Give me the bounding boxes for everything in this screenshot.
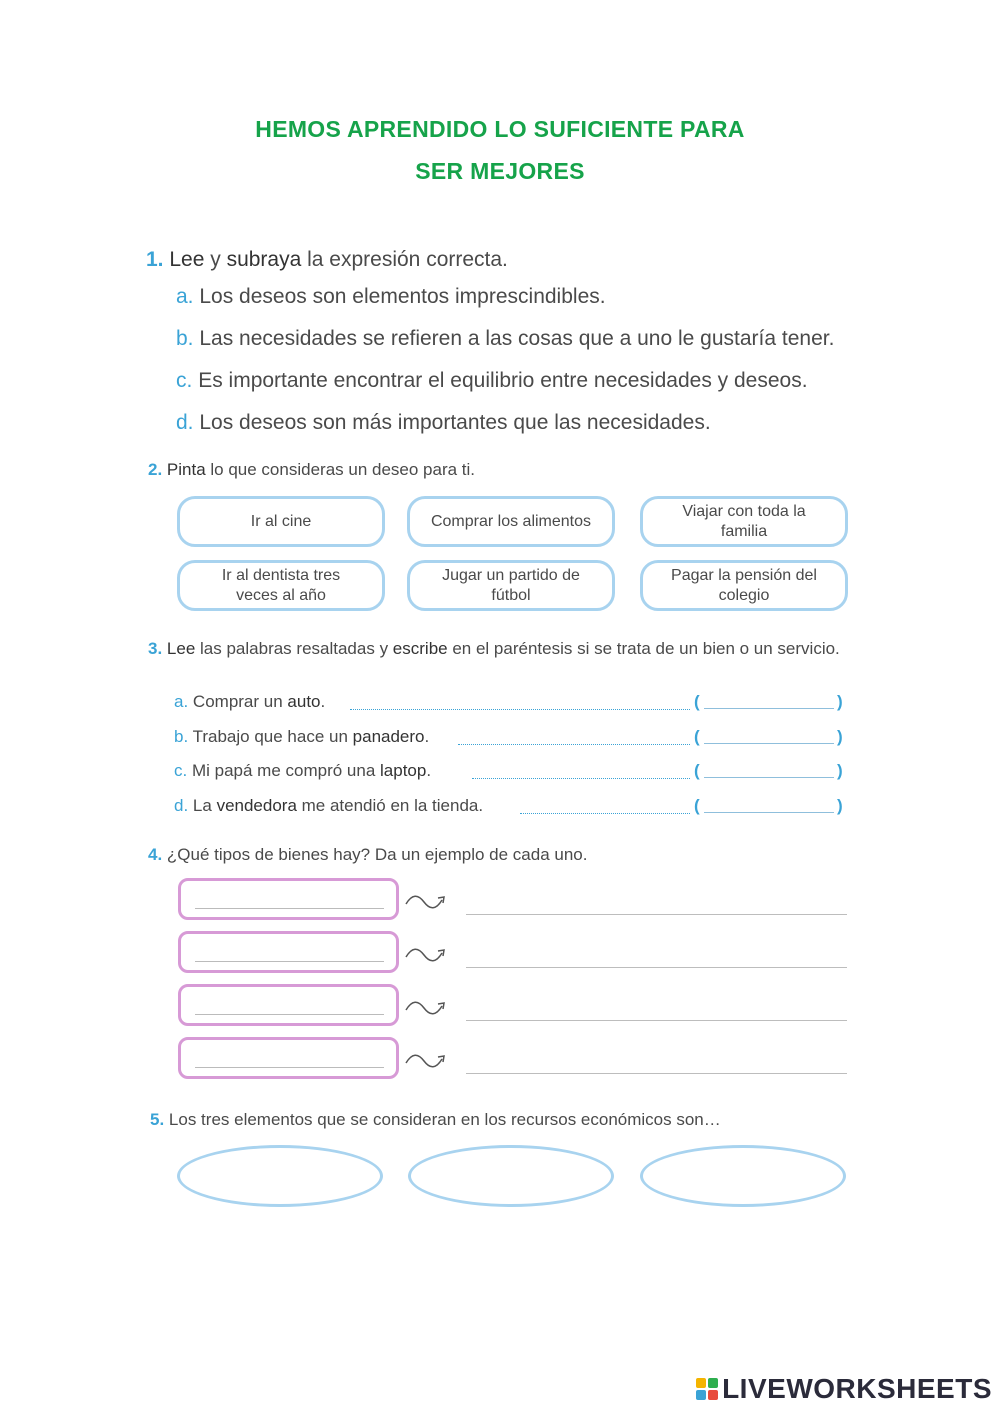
q3-item-text: La: [192, 796, 217, 815]
q2-option-futbol[interactable]: Jugar un partido de fútbol: [407, 560, 615, 611]
q3-dotted-leader: [350, 709, 690, 710]
q4-text: ¿Qué tipos de bienes hay? Da un ejemplo de cada uno.: [166, 845, 588, 864]
q2-option-cine[interactable]: Ir al cine: [177, 496, 385, 547]
liveworksheets-logo: [696, 1373, 992, 1405]
q1-item-letter: b.: [176, 327, 194, 350]
q3-instruction: [148, 637, 852, 660]
q3-verb-escribe: escribe: [392, 639, 448, 658]
q4-type-input-2[interactable]: [178, 931, 399, 973]
q3-item-letter: c.: [174, 761, 188, 780]
squiggle-arrow-icon: [404, 996, 452, 1020]
squiggle-arrow-icon: [404, 943, 452, 967]
q3-paren-open: (: [694, 761, 700, 780]
q1-item-c[interactable]: [176, 369, 808, 393]
page-title-line1: HEMOS APRENDIDO LO SUFICIENTE PARA: [255, 116, 745, 142]
q3-item-text: Comprar un: [192, 692, 288, 711]
q1-item-d[interactable]: [176, 411, 711, 435]
q1-item-a[interactable]: [176, 285, 606, 309]
q3-answer-a-input[interactable]: [704, 708, 834, 709]
q3-item-b: [174, 727, 429, 751]
q1-verb-subraya: subraya: [226, 248, 302, 271]
q3-item-letter: a.: [174, 692, 189, 711]
q3-item-keyword: panadero: [352, 727, 425, 746]
q3-item-keyword: vendedora: [216, 796, 297, 815]
squiggle-arrow-icon: [404, 890, 452, 914]
q3-answer-c-input[interactable]: [704, 777, 834, 778]
q2-number: 2.: [148, 460, 163, 479]
q4-type-input-1[interactable]: [178, 878, 399, 920]
q4-type-input-3[interactable]: [178, 984, 399, 1026]
q4-type-input-4[interactable]: [178, 1037, 399, 1079]
q3-paren-open: (: [694, 796, 700, 815]
q3-item-keyword: auto: [287, 692, 321, 711]
q3-dotted-leader: [472, 778, 690, 779]
q2-text: lo que consideras un deseo para ti.: [205, 460, 476, 479]
q4-number: 4.: [148, 845, 163, 864]
q3-paren-open: (: [694, 692, 700, 711]
q3-dotted-leader: [520, 813, 690, 814]
q1-item-letter: c.: [176, 369, 193, 392]
q3-item-text: Trabajo que hace un: [192, 727, 353, 746]
q3-item-d: [174, 796, 483, 820]
q2-option-dentista[interactable]: Ir al dentista tres veces al año: [177, 560, 385, 611]
q2-option-pension[interactable]: Pagar la pensión del colegio: [640, 560, 848, 611]
q3-paren-close: ): [837, 727, 843, 746]
q3-item-text: me atendió en la tienda.: [296, 796, 484, 815]
q4-example-input-3[interactable]: [466, 1020, 847, 1021]
squiggle-arrow-icon: [404, 1049, 452, 1073]
q3-dotted-leader: [458, 744, 690, 745]
q5-answer-oval-3[interactable]: [640, 1145, 846, 1207]
q1-text-1: y: [204, 248, 227, 271]
liveworksheets-logo-text: LIVEWORKSHEETS: [722, 1373, 992, 1404]
q4-example-input-4[interactable]: [466, 1073, 847, 1074]
q3-item-text: Mi papá me compró una: [191, 761, 381, 780]
q5-answer-oval-1[interactable]: [177, 1145, 383, 1207]
q1-number: 1.: [146, 248, 164, 271]
q3-item-text: .: [424, 727, 430, 746]
q5-text: Los tres elementos que se consideran en los recursos económicos son…: [168, 1110, 721, 1129]
q1-verb-lee: Lee: [169, 248, 205, 271]
q3-paren-close: ): [837, 761, 843, 780]
q3-paren-open: (: [694, 727, 700, 746]
q1-item-b[interactable]: [176, 327, 834, 351]
q2-option-viajar[interactable]: Viajar con toda la familia: [640, 496, 848, 547]
q4-instruction: [148, 845, 587, 865]
page-title-line2: SER MEJORES: [415, 158, 585, 184]
q1-item-text: Las necesidades se refieren a las cosas que a uno le gustaría tener.: [199, 327, 835, 350]
q3-item-text: .: [320, 692, 326, 711]
q4-example-input-2[interactable]: [466, 967, 847, 968]
q1-item-letter: a.: [176, 285, 194, 308]
q1-item-text: Es importante encontrar el equilibrio entre necesidades y deseos.: [198, 369, 808, 392]
q5-instruction: [150, 1110, 721, 1130]
q3-answer-d-input[interactable]: [704, 812, 834, 813]
q3-item-c: [174, 761, 431, 785]
q3-paren-close: ): [837, 692, 843, 711]
q5-answer-oval-2[interactable]: [408, 1145, 614, 1207]
q5-number: 5.: [150, 1110, 165, 1129]
q3-item-text: .: [426, 761, 432, 780]
q4-example-input-1[interactable]: [466, 914, 847, 915]
q3-text-2: en el paréntesis si se trata de un bien o un servicio.: [447, 639, 840, 658]
q3-number: 3.: [148, 639, 163, 658]
q2-option-alimentos[interactable]: Comprar los alimentos: [407, 496, 615, 547]
q1-item-text: Los deseos son elementos imprescindibles.: [199, 285, 606, 308]
q3-item-letter: d.: [174, 796, 189, 815]
q3-verb-lee: Lee: [166, 639, 196, 658]
q3-item-a: [174, 692, 325, 716]
q1-item-letter: d.: [176, 411, 194, 434]
q3-text-1: las palabras resaltadas y: [195, 639, 393, 658]
q2-instruction: [148, 460, 475, 480]
q3-item-letter: b.: [174, 727, 189, 746]
q1-text-2: la expresión correcta.: [301, 248, 508, 271]
q1-item-text: Los deseos son más importantes que las necesidades.: [199, 411, 711, 434]
q1-instruction: [146, 248, 508, 272]
q2-verb-pinta: Pinta: [166, 460, 206, 479]
q3-paren-close: ): [837, 796, 843, 815]
liveworksheets-logo-icon: [696, 1378, 718, 1400]
q3-item-keyword: laptop: [380, 761, 427, 780]
q3-answer-b-input[interactable]: [704, 743, 834, 744]
